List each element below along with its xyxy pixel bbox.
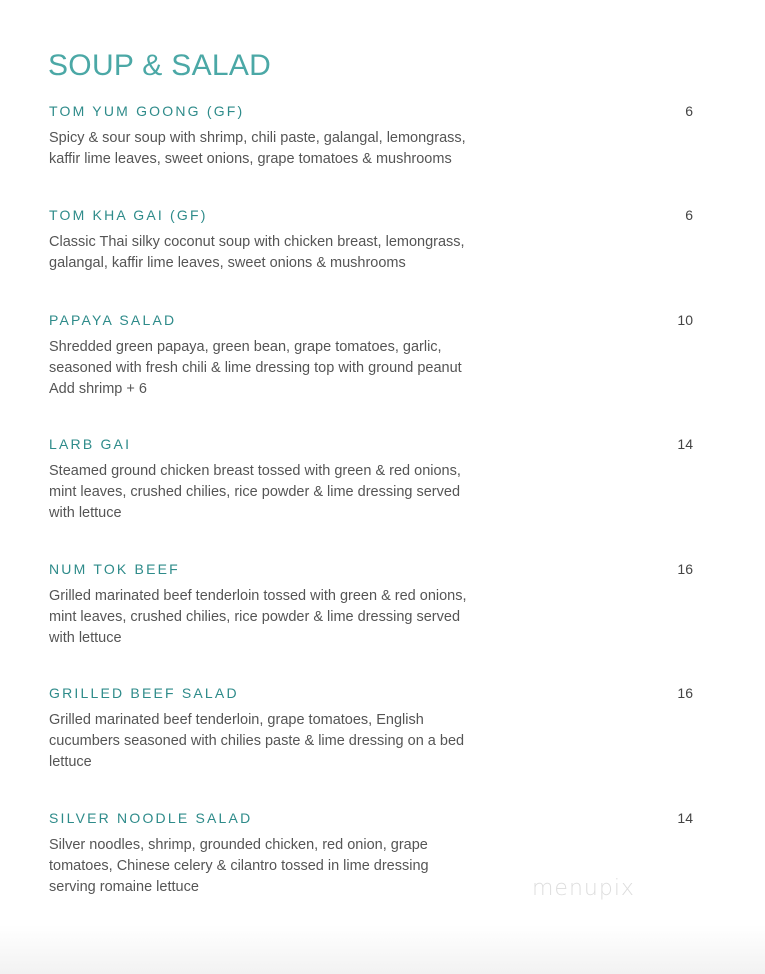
item-description xyxy=(49,835,529,897)
description-line: with lettuce xyxy=(49,504,122,521)
item-price: 6 xyxy=(685,207,693,223)
item-name: SILVER NOODLE SALAD xyxy=(49,810,253,826)
description-line: lettuce xyxy=(49,753,92,770)
description-line: Spicy & sour soup with shrimp, chili paste, galangal, lemongrass, xyxy=(49,130,466,146)
item-name: NUM TOK BEEF xyxy=(49,561,180,577)
description-line: with lettuce xyxy=(49,629,122,646)
description-line: seasoned with fresh chili & lime dressing top with ground peanut xyxy=(49,359,462,376)
description-line: Silver noodles, shrimp, grounded chicken, red onion, grape xyxy=(49,837,428,853)
watermark-logo: menupix xyxy=(532,876,635,901)
item-description xyxy=(49,586,529,648)
item-price: 10 xyxy=(677,312,693,328)
description-line: Grilled marinated beef tenderloin tossed with green & red onions, xyxy=(49,588,467,604)
item-name: TOM YUM GOONG (GF) xyxy=(49,103,245,119)
item-price: 14 xyxy=(677,436,693,452)
item-price: 14 xyxy=(677,810,693,826)
description-line: Steamed ground chicken breast tossed with green & red onions, xyxy=(49,463,461,479)
description-line: Add shrimp + 6 xyxy=(49,380,147,397)
item-name: LARB GAI xyxy=(49,436,132,452)
description-line: Shredded green papaya, green bean, grape tomatoes, garlic, xyxy=(49,339,442,355)
item-price: 16 xyxy=(677,685,693,701)
item-description xyxy=(49,128,529,170)
description-line: mint leaves, crushed chilies, rice powder & lime dressing served xyxy=(49,608,461,625)
section-title: SOUP & SALAD xyxy=(48,49,272,82)
item-price: 6 xyxy=(685,103,693,119)
item-name: TOM KHA GAI (GF) xyxy=(49,207,208,223)
description-line: kaffir lime leaves, sweet onions, grape tomatoes & mushrooms xyxy=(49,150,452,167)
description-line: tomatoes, Chinese celery & cilantro tossed in lime dressing xyxy=(49,857,429,874)
item-description xyxy=(49,710,529,772)
description-line: galangal, kaffir lime leaves, sweet onions & mushrooms xyxy=(49,254,406,271)
item-name: PAPAYA SALAD xyxy=(49,312,177,328)
item-description xyxy=(49,461,529,523)
item-name: GRILLED BEEF SALAD xyxy=(49,685,239,701)
description-line: Grilled marinated beef tenderloin, grape tomatoes, English xyxy=(49,712,424,728)
description-line: serving romaine lettuce xyxy=(49,878,199,895)
item-description xyxy=(49,337,529,399)
item-description xyxy=(49,232,529,274)
item-price: 16 xyxy=(677,561,693,577)
description-line: mint leaves, crushed chilies, rice powder & lime dressing served xyxy=(49,483,461,500)
description-line: Classic Thai silky coconut soup with chicken breast, lemongrass, xyxy=(49,234,465,250)
description-line: cucumbers seasoned with chilies paste & lime dressing on a bed xyxy=(49,732,465,749)
